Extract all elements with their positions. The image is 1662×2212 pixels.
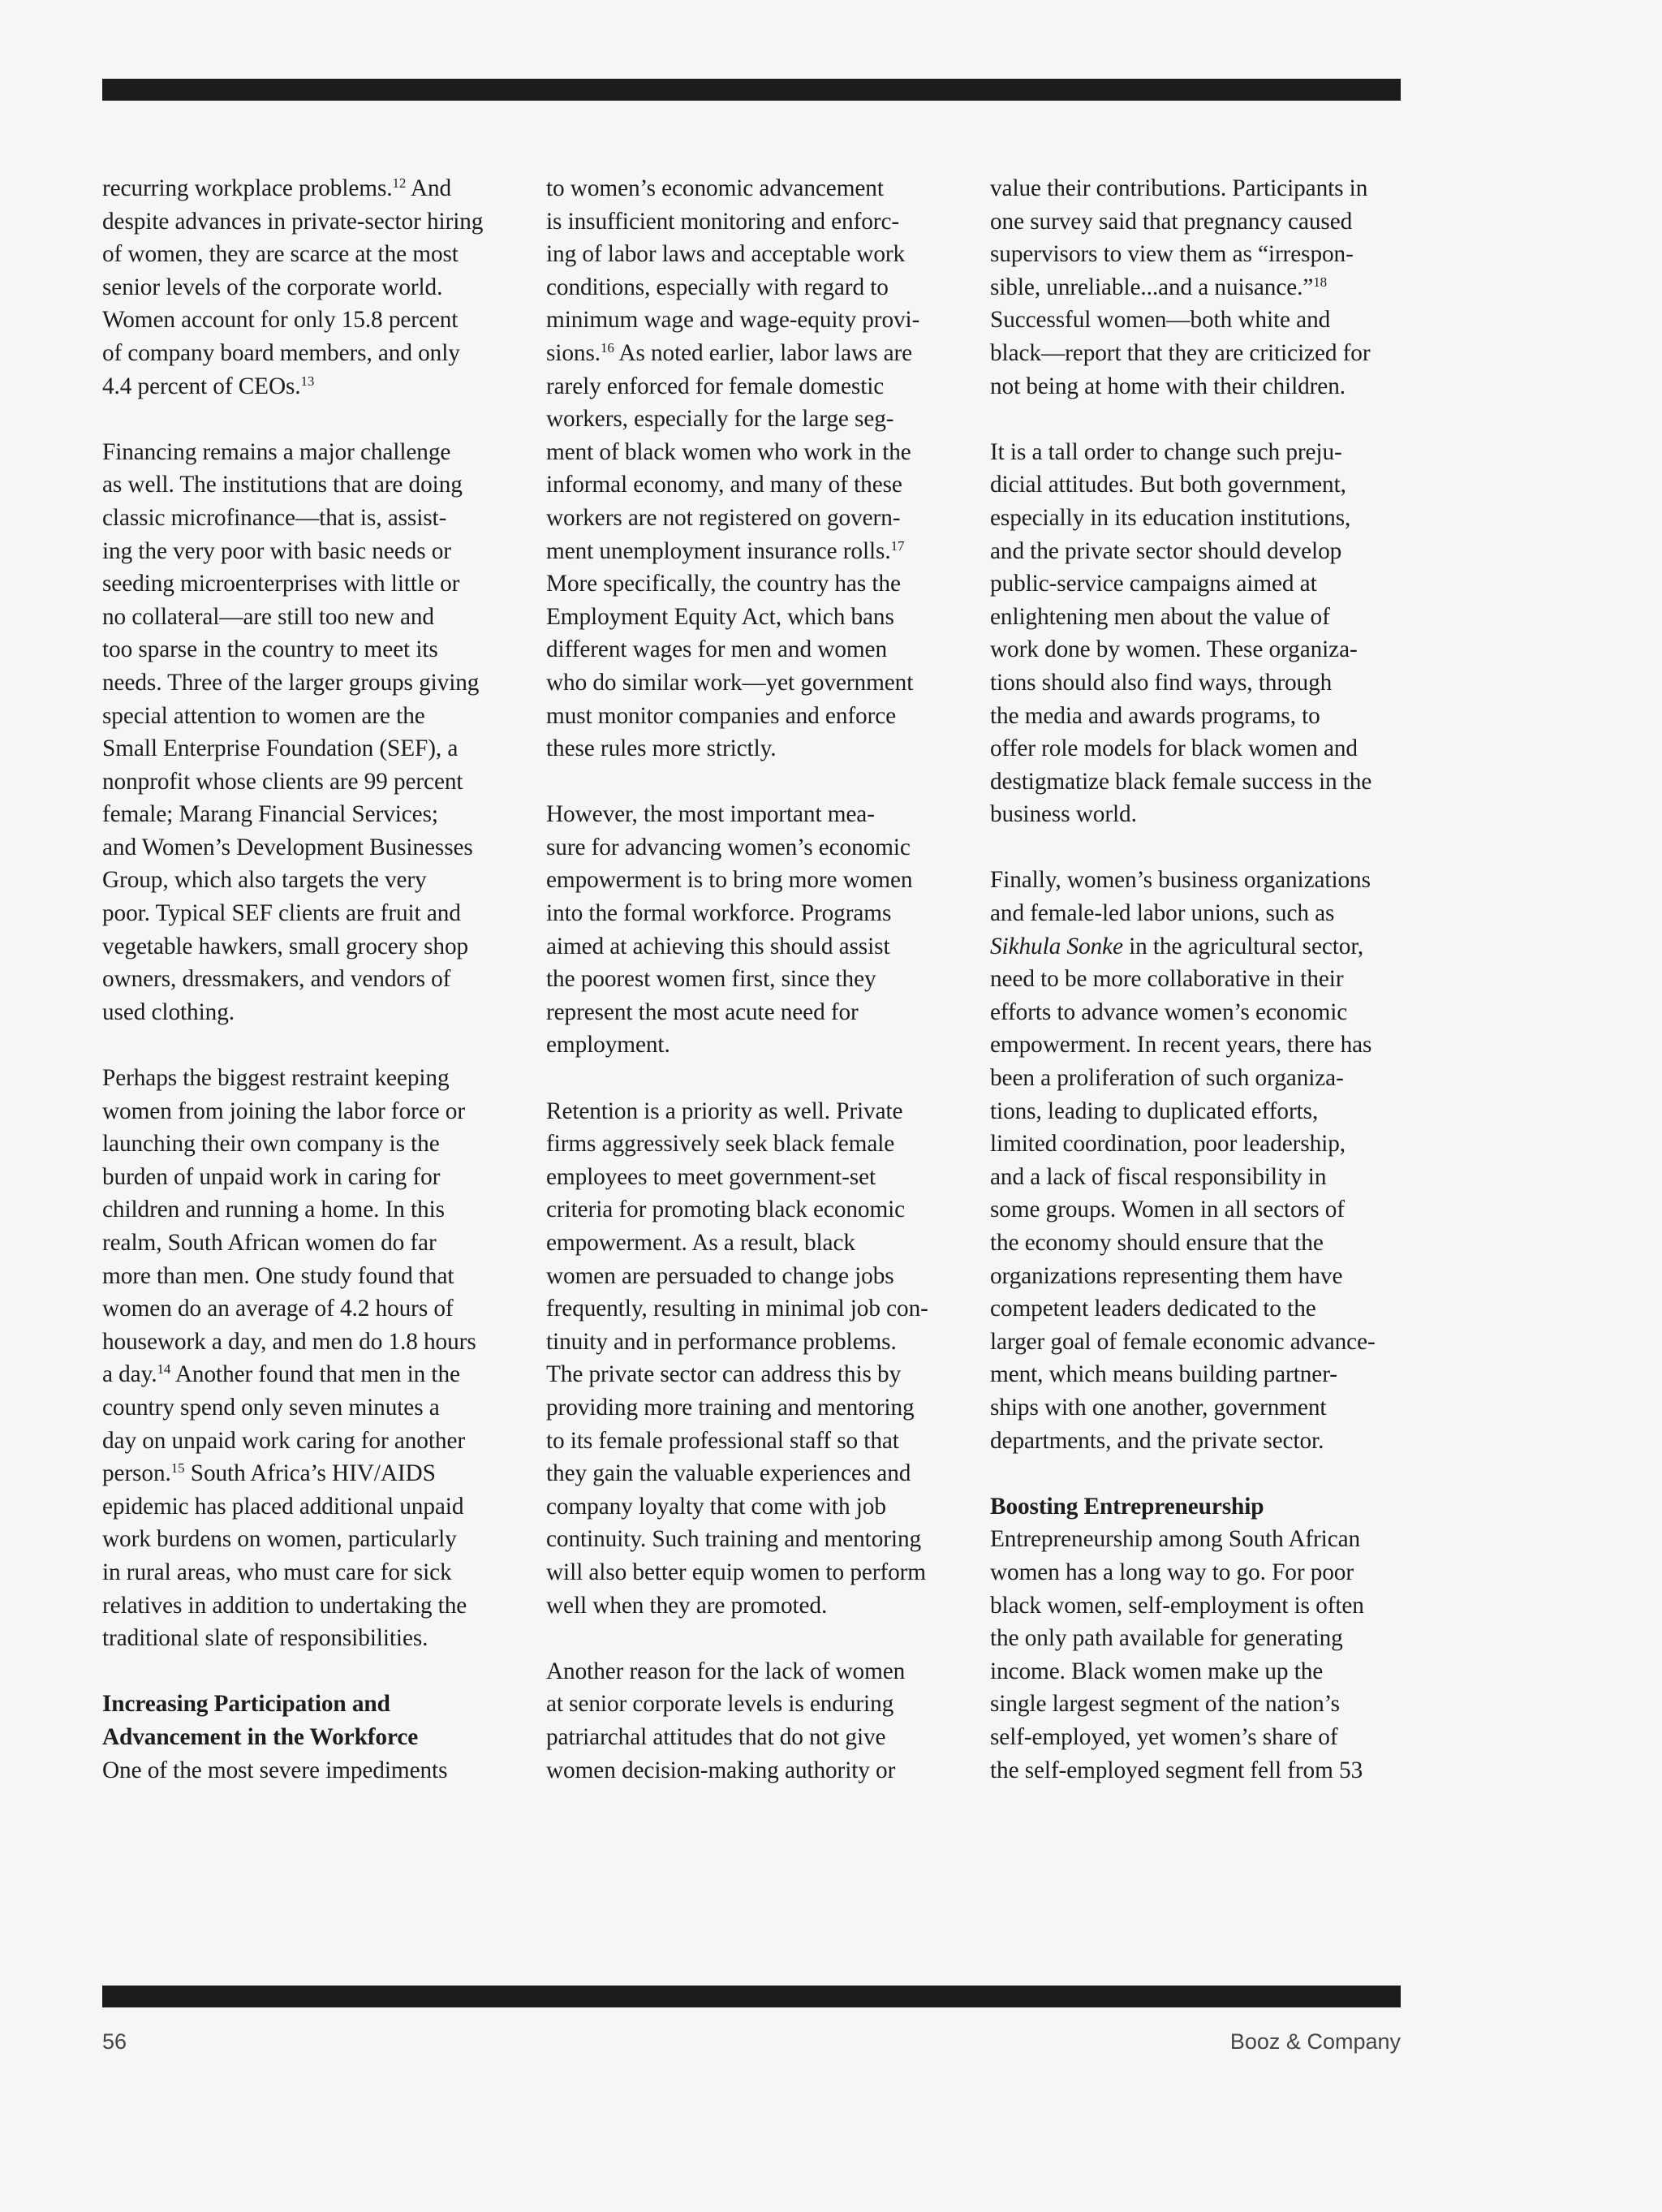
- section-heading-entrepreneurship: Boosting Entrepreneurship: [990, 1493, 1264, 1520]
- paragraph: However, the most important mea- sure for advancing women’s economic empowerment is to bring more women into the formal workforce. Programs aimed at achieving this should assist the poorest women first, since they represent the most acute need for employment.: [546, 801, 913, 1059]
- footnote-ref: 12: [392, 175, 407, 191]
- paragraph: Financing remains a major challenge as well. The institutions that are doing classic microfinance—that is, assist- ing the very poor with basic needs or seeding microenterprises with little or no collateral—are still too new and too sparse in the country to meet its needs. Three of the larger groups giving special attention to women are the Small Enterprise Foundation (SEF), a nonprofit whose clients are 99 percent female; Marang Financial Services; and Women’s Development Businesses Group, which also targets the very poor. Typical SEF clients are fruit and vegetable hawkers, small grocery shop owners, dressmakers, and vendors of used clothing.: [102, 438, 480, 1025]
- paragraph: Entrepreneurship among South African women has a long way to go. For poor black women, self-employment is often the only path available for generating income. Black women make up the single largest segment of the nation’s self-employed, yet women’s share of the self-employed segment fell from 53: [990, 1526, 1364, 1783]
- paragraph: Retention is a priority as well. Private firms aggressively seek black female employees to meet government-set criteria for promoting black economic empowerment. As a result, black women are persuaded to change jobs frequently, resulting in minimal job con- tinuity and in performance problems. The private sector can address this by providing more training and mentoring to its female professional staff so that they gain the valuable experiences and company loyalty that come with job continuity. Such training and mentoring will also better equip women to perform well when they are promoted.: [546, 1097, 928, 1619]
- footnote-ref: 15: [170, 1460, 185, 1477]
- paragraph: recurring workplace problems.$^{12}$ And despite advances in private-sector hiring of women, they are scarce at the most senior levels of the corporate world. Women account for only 15.8 percent of company board members, and only 4.4 percent of CEOs.$^{13}$: [102, 175, 484, 399]
- paragraph: to women’s economic advancement is insufficient monitoring and enforc- ing of labor laws and acceptable work conditions, especially with regard to minimum wage and wage-equity provi- sions.$^{16}$ As noted earlier, labor laws are rarely enforced for female domestic workers, especially for the large seg- ment of black women who work in the informal economy, and many of these workers are not registered on govern- ment unemployment insurance rolls.$^{17}$ More specifically, the country has the Employment Equity Act, which bans different wages for men and women who do similar work—yet government must monitor companies and enforce these rules more strictly.: [546, 175, 920, 762]
- footnote-ref: 17: [890, 537, 905, 554]
- paragraph: It is a tall order to change such preju- dicial attitudes. But both government, especially in its education institutions, and the private sector should develop public-service campaigns aimed at enlightening men about the value of work done by women. These organiza- tions should also find ways, through the media and awards programs, to offer role models for black women and destigmatize black female success in the business world.: [990, 438, 1372, 828]
- column-2: [546, 172, 980, 1820]
- footnote-ref: 14: [157, 1361, 171, 1378]
- paragraph: value their contributions. Participants in one survey said that pregnancy caused supervisors to view them as “irrespon- sible, unreliable...and a nuisance.”$^{18}$ Successful women—both white and black—report that they are criticized for not being at home with their children.: [990, 175, 1371, 399]
- column-1: recurring workplace problems.$^{12}$ And despite advances in private-sector hiring of women, they are scarce at the most senior levels of the corporate world. Women account for only 15.8 percent of company board members, and only 4.4 percent of CEOs.$^{13}$ Financing remains a major challenge as well. The institutions that are doing classic microfinance—that is, assist- ing the very poor with basic needs or seeding microenterprises with little or no collateral—are still too new and too sparse in the country to meet its needs. Three of the larger groups giving special attention to women are the Small Enterprise Foundation (SEF), a nonprofit whose clients are 99 percent female; Marang Financial Services; and Women’s Development Businesses Group, which also targets the very poor. Typical SEF clients are fruit and vegetable hawkers, small grocery shop owners, dressmakers, and vendors of used clothing. Perhaps the biggest restraint keeping women from joining the labor force or launching their own company is the burden of unpaid work in caring for children and running a home. In this realm, South African women do far more than men. One study found that women do an average of 4.2 hours of housework a day, and men do 1.8 hours a day.$^{14}$ Another found that men in the country spend only seven minutes a day on unpaid work caring for another person.$^{15}$ South Africa’s HIV/AIDS epidemic has placed additional unpaid work burdens on women, particularly in rural areas, who must care for sick relatives in addition to undertaking the traditional slate of responsibilities. Increasing Participation and Advancement in the Workforce One of the most severe impediments: [102, 172, 536, 1787]
- paragraph: Finally, women’s business organizations and female-led labor unions, such as Sikhula Sonke in the agricultural sector, need to be more collaborative in their efforts to advance women’s economic empowerment. In recent years, there has been a proliferation of such organiza- tions, leading to duplicated efforts, limited coordination, poor leadership, and a lack of fiscal responsibility in some groups. Women in all sectors of the economy should ensure that the organizations representing them have competent leaders dedicated to the larger goal of female economic advance- ment, which means building partner- ships with one another, government departments, and the private sector.: [990, 867, 1376, 1454]
- footnote-ref: 16: [600, 339, 614, 356]
- column-3: [990, 172, 1424, 1787]
- union-name: Sikhula Sonke: [990, 933, 1123, 959]
- paragraph: Another reason for the lack of women at senior corporate levels is enduring patriarchal attitudes that do not give women decision-making authority or: [546, 1658, 906, 1783]
- footnote-ref: 13: [300, 373, 315, 389]
- section-heading-workforce: Increasing Participation and Advancement in the Workforce: [102, 1691, 419, 1750]
- page-number: 56: [102, 2029, 127, 2054]
- company-name: Booz & Company: [1229, 2029, 1401, 2054]
- footnote-ref: 18: [1313, 274, 1328, 290]
- top-rule: [102, 79, 1401, 101]
- paragraph: Perhaps the biggest restraint keeping women from joining the labor force or launching their own company is the burden of unpaid work in caring for children and running a home. In this realm, South African women do far more than men. One study found that women do an average of 4.2 hours of housework a day, and men do 1.8 hours a day.$^{14}$ Another found that men in the country spend only seven minutes a day on unpaid work caring for another person.$^{15}$ South Africa’s HIV/AIDS epidemic has placed additional unpaid work burdens on women, particularly in rural areas, who must care for sick relatives in addition to undertaking the traditional slate of responsibilities.: [102, 1065, 476, 1652]
- bottom-rule: [102, 1986, 1401, 2007]
